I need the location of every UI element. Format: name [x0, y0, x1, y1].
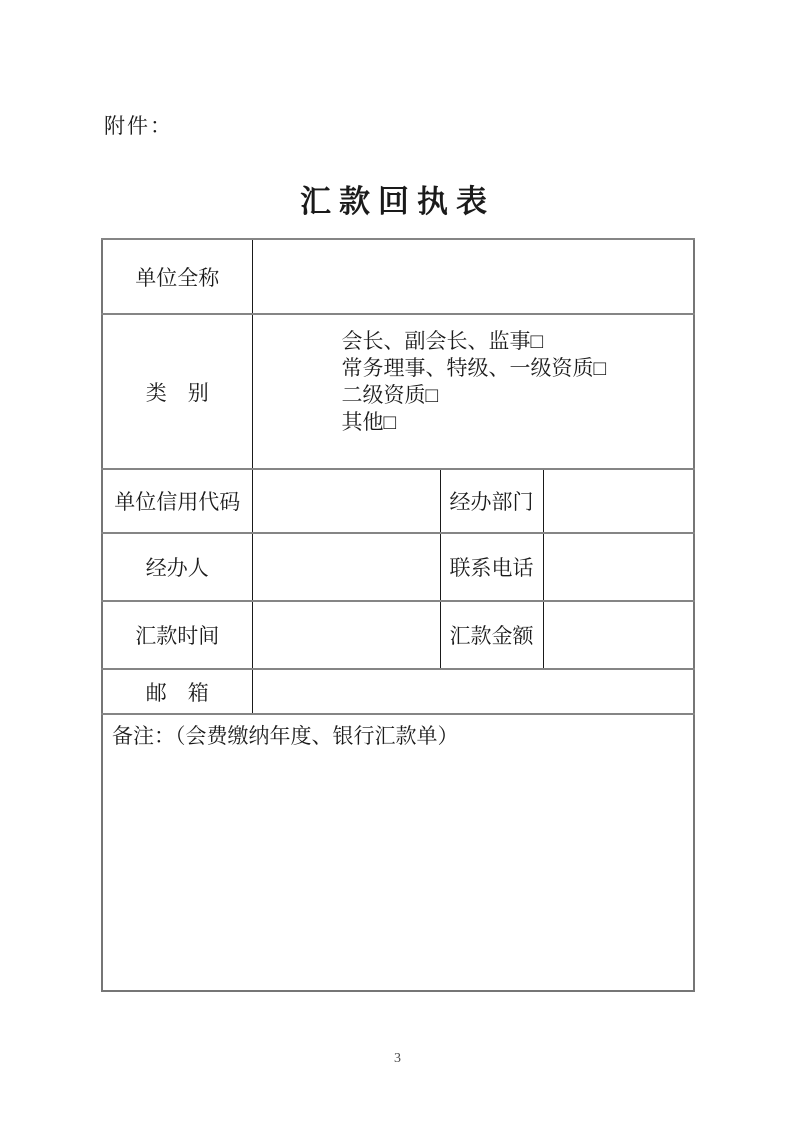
- checkbox-icon: □: [530, 329, 544, 353]
- category-option-label: 其他: [341, 410, 384, 434]
- remit-amount-label: 汇款金额: [440, 601, 543, 669]
- remit-time-value-cell: [252, 601, 440, 669]
- row-unit-name: [102, 239, 694, 314]
- row-handler: [102, 533, 694, 601]
- remit-amount-value-cell: [543, 601, 694, 669]
- row-remit-time: [102, 601, 694, 669]
- attachment-label: 附件：: [104, 114, 173, 138]
- category-option-label: 二级资质: [341, 383, 426, 407]
- row-remarks: [102, 714, 694, 991]
- category-option: [342, 382, 690, 409]
- handling-dept-value-cell: [543, 469, 694, 533]
- category-option: [342, 355, 690, 382]
- category-options-cell: [252, 314, 694, 469]
- credit-code-value-cell: [252, 469, 440, 533]
- checkbox-icon: □: [593, 356, 607, 380]
- category-option-label: 常务理事、特级、一级资质: [341, 356, 594, 380]
- unit-name-value-cell: [252, 239, 694, 314]
- row-credit-code: [102, 469, 694, 533]
- remittance-form-table: [101, 238, 695, 992]
- checkbox-icon: □: [383, 410, 397, 434]
- page-title: 汇款回执表: [300, 184, 495, 219]
- handling-dept-label: 经办部门: [440, 469, 543, 533]
- phone-value-cell: [543, 533, 694, 601]
- row-email: [102, 669, 694, 714]
- phone-label: 联系电话: [440, 533, 543, 601]
- unit-name-label: 单位全称: [102, 239, 252, 314]
- row-category: [102, 314, 694, 469]
- page-number: 3: [394, 1051, 401, 1066]
- category-option: [342, 328, 690, 355]
- checkbox-icon: □: [425, 383, 439, 407]
- remarks-cell: 备注：（会费缴纳年度、银行汇款单）: [102, 714, 694, 991]
- handler-label: 经办人: [102, 533, 252, 601]
- remit-time-label: 汇款时间: [102, 601, 252, 669]
- handler-value-cell: [252, 533, 440, 601]
- category-option-list: [342, 328, 690, 436]
- category-option: [342, 409, 690, 436]
- credit-code-label: 单位信用代码: [102, 469, 252, 533]
- category-label: 类 别: [102, 314, 252, 469]
- email-label: 邮 箱: [102, 669, 252, 714]
- email-value-cell: [252, 669, 694, 714]
- category-option-label: 会长、副会长、监事: [341, 329, 531, 353]
